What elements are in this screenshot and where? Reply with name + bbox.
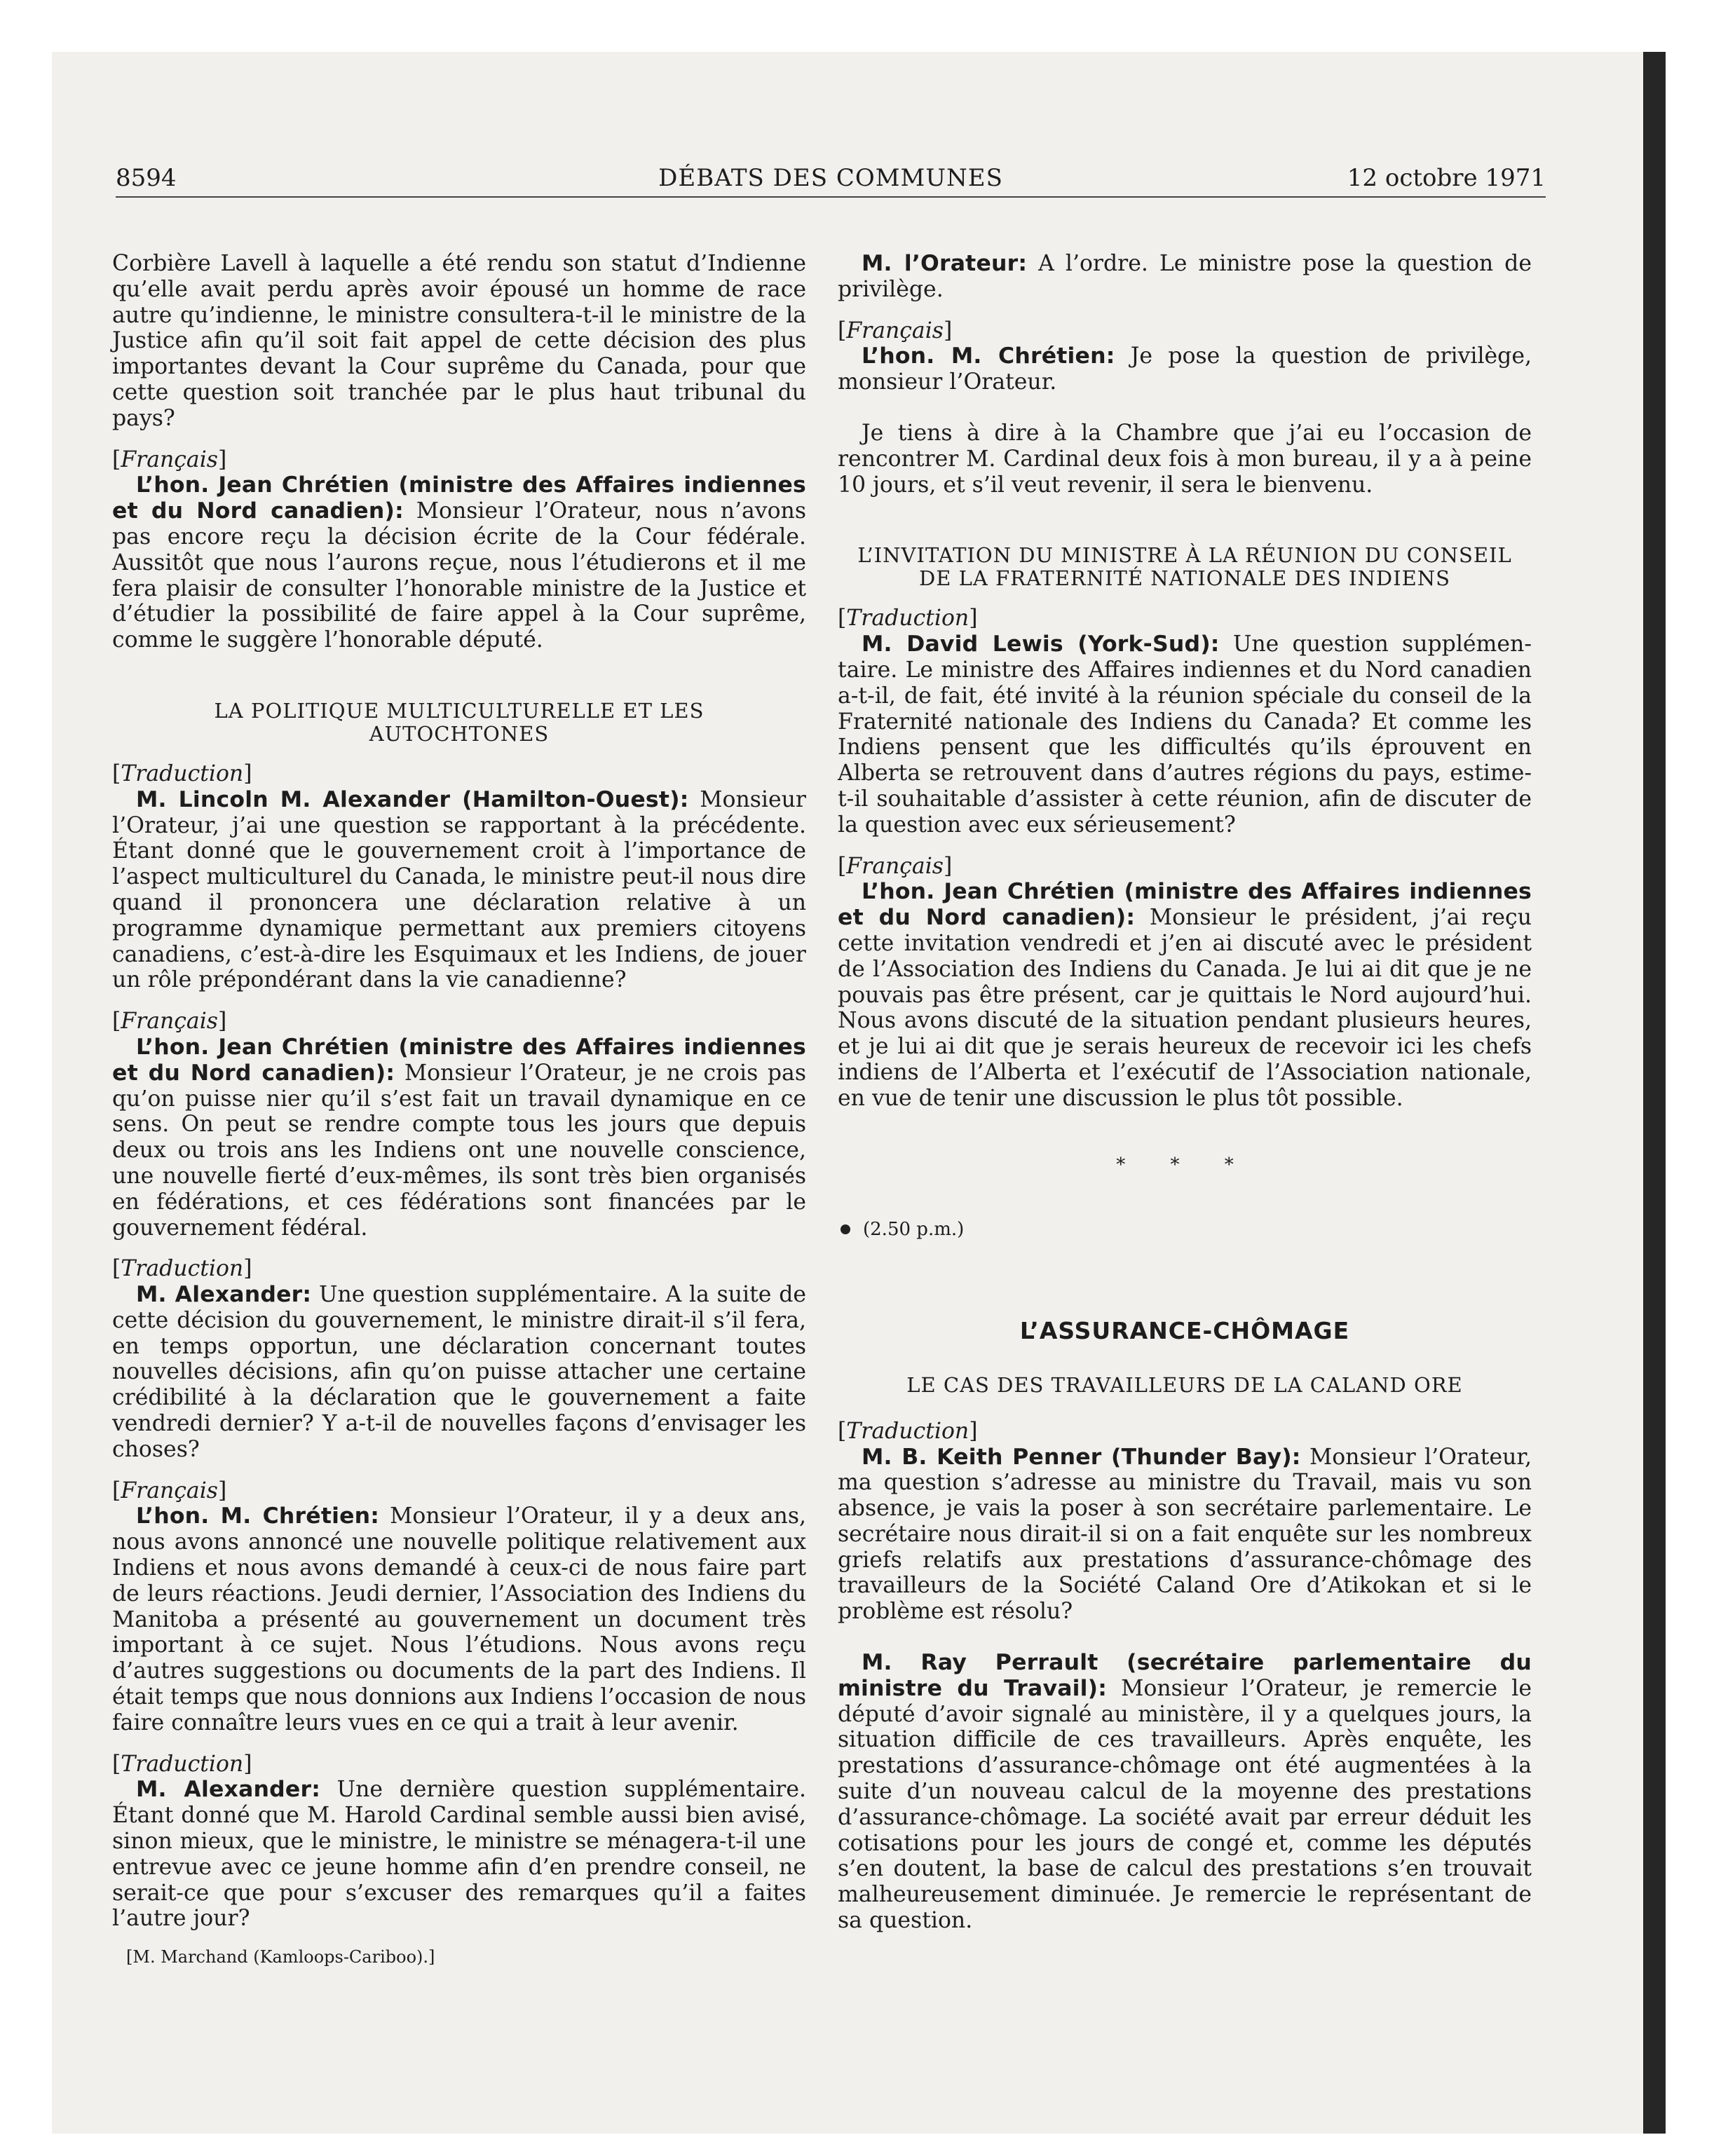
publication-title: DÉBATS DES COMMUNES [658,164,1003,192]
language-tag: [ Traduction ] [112,1752,806,1778]
speech-text: A l’ordre. Le ministre pose la question de privilège. [838,251,1532,302]
language-tag: [ Traduction ] [838,1419,1532,1445]
time-text: (2.50 p.m.) [863,1219,965,1241]
paragraph [112,1777,806,1932]
speaker-name: M. l’Orateur: [862,251,1028,276]
speaker-name: L’hon. Jean Chrétien (ministre des Affaires indiennes et du Nord canadien): [112,472,806,524]
page-number: 8594 [116,164,177,192]
speech-text: Une dernière question supplémentaire. Étant donné que M. Harold Cardinal semble aussi bien avisé, sinon mieux, que le ministre, le ministre se ménagera-t-il une entrevue avec ce jeune homme afin d’en prendre conseil, ne serait-ce que pour s’excuser des remarques qu’il a faites l’autre jour? [112,1777,806,1932]
speaker-name: L’hon. M. Chrétien: [862,343,1115,369]
language-tag: [ Français ] [838,854,1532,880]
speaker-name: M. Alexander: [136,1282,312,1308]
speaker-name: M. Alexander: [136,1777,320,1803]
sub-heading: LE CAS DES TRAVAILLEURS DE LA CALAND ORE [906,1372,1463,1397]
speaker-name: M. Ray Perrault (secrétaire parlementaire du ministre du Travail): [838,1650,1532,1701]
paragraph [112,1035,806,1241]
speech-text: Je pose la question de privilège, monsieur l’Orateur. [838,343,1532,395]
speaker-name: L’hon. M. Chrétien: [136,1503,380,1529]
paragraph [838,251,1532,303]
speech-text: Monsieur le président, j’ai reçu cette invitation vendredi et j’en ai discuté avec le président de l’Association des Indiens du Canada. Je lui ai dit que je ne pouvais pas être présent, car je quittais le Nord aujourd’hui. Nous avons discuté de la situation pendant plusieurs heures, et je lui ai dit que je serais heureux de recevoir ici les chefs indiens de l’Alberta et l’exécutif de l’Association nationale, en vue de tenir une discussion le plus tôt possible. [838,905,1532,1111]
paragraph [838,632,1532,838]
section-separator: * * * [1116,1154,1253,1175]
language-tag: [ Français ] [112,447,806,473]
language-tag: [ Traduction ] [112,1256,806,1282]
speech-text: Monsieur l’Orateur, nous n’avons pas encore reçu la décision écrite de la Cour fédérale. Aussitôt que nous l’aurons reçue, nous l’étudierons et il me fera plaisir de consulter l’honorable ministre de la Justice et d’étudier la possibilité de faire appel à la Cour suprême, comme le suggère l’honorable député. [112,498,806,653]
language-tag: [ Français ] [112,1478,806,1504]
language-tag: [ Français ] [838,318,1532,344]
speaker-name: L’hon. Jean Chrétien (ministre des Affaires indiennes et du Nord canadien): [838,879,1532,931]
paragraph: Corbière Lavell à laquelle a été rendu son statut d’Indienne qu’elle avait perdu après avoir épousé un homme de race autre qu’indienne, le ministre consultera-t-il le ministre de la Justice afin qu’il soit fait appel de cette décision des plus importantes devant la Cour suprême du Canada, pour que cette question soit tranchée par le plus haut tribunal du pays? [112,251,806,431]
speaker-name: L’hon. Jean Chrétien (ministre des Affaires indiennes et du Nord canadien): [112,1034,806,1086]
speaker-name: M. Lincoln M. Alexander (Hamilton-Ouest): [136,786,689,812]
language-tag: [ Traduction ] [838,606,1532,632]
paragraph [838,343,1532,395]
speech-text: Monsieur l’Orateur, ma question s’adresse au ministre du Travail, mais vu son absence, je vais la poser à son secrétaire parlementaire. Le secrétaire nous dirait-il si on a fait enquête sur les nombreux griefs relatifs aux prestations d’assurance-chômage des travailleurs de la Société Caland Ore d’Atikokan et si le problème est résolu? [838,1444,1532,1625]
footnote: [M. Marchand (Kamloops-Cariboo).] [126,1947,435,1967]
speech-text: Une question supplémentaire. A la suite de cette décision du gouvernement, le ministre dirait-il s’il fera, en temps opportun, une déclaration concernant toutes nouvelles décisions, afin qu’on puisse attacher une certaine crédibilité à la déclaration que le gouvernement a faite vendredi dernier? Y a-t-il de nouvelles façons d’envisager les choses? [112,1282,806,1462]
paragraph [112,1282,806,1463]
speech-text: Monsieur l’Orateur, j’ai une question se rapportant à la précédente. Étant donné que le gouvernement croit à l’importance de l’aspect multiculturel du Canada, le ministre peut-il nous dire quand il prononcera une déclaration relative à un programme dynamique permettant aux premiers citoyens canadiens, c’est-à-dire les Esquimaux et les Indiens, de jouer un rôle prépondérant dans la vie canadienne? [112,786,806,993]
paragraph [112,1503,806,1735]
timestamp [838,1217,1532,1243]
scan-edge-bar [1643,52,1666,2134]
language-tag: [ Français ] [112,1009,806,1035]
paragraph [112,472,806,653]
speech-text: Monsieur l’Orateur, je ne crois pas qu’on puisse nier qu’il s’est fait un travail dynamique en ce sens. On peut se rendre compte tous les jours que depuis deux ou trois ans les Indiens ont une nouvelle conscience, une nouvelle fierté d’eux-mêmes, ils sont très bien organisés en fédérations, et ces fédérations sont financées par le gouvernement fédéral. [112,1060,807,1241]
paragraph [838,879,1532,1111]
speaker-name: M. David Lewis (York-Sud): [862,632,1220,657]
major-heading: L’ASSURANCE-CHÔMAGE [1019,1317,1350,1345]
section-heading: L’INVITATION DU MINISTRE À LA RÉUNION DU CONSEIL DE LA FRATERNITÉ NATIONALE DES INDIENS [857,543,1512,591]
speech-text: Une question supplémentaire. Le ministre des Affaires indiennes et du Nord canadien a-t-il, de fait, été invité à la réunion spéciale du conseil de la Fraternité nationale des Indiens du Canada? Et comme les Indiens pensent que les difficultés qu’ils éprouvent en Alberta se retrouvent dans d’autres régions du pays, estime-t-il souhaitable d’assister à cette réunion, afin de discuter de la question avec eux sérieusement? [838,632,1532,838]
language-tag: [ Traduction ] [112,761,806,787]
speaker-name: M. B. Keith Penner (Thunder Bay): [862,1444,1301,1470]
paragraph [838,1650,1532,1934]
page-date: 12 octobre 1971 [1347,164,1546,192]
speech-text: Monsieur l’Orateur, je remercie le député d’avoir signalé au ministère, il y a quelques jours, la situation difficile de ces travailleurs. Après enquête, les prestations d’assurance-chômage ont été augmentées à la suite d’un nouveau calcul de la moyenne des prestations d’assurance-chômage. La société avait par erreur déduit les cotisations pour les jours de congé et, comme les députés s’en doutent, la base de calcul des prestations s’en trouvait malheureusement diminuée. Je remercie le représentant de sa question. [838,1675,1532,1934]
speech-text: Monsieur l’Orateur, il y a deux ans, nous avons annoncé une nouvelle politique relativement aux Indiens et nous avons demandé à ceux-ci de nous faire part de leurs réactions. Jeudi dernier, l’Association des Indiens du Manitoba a présenté au gouvernement un document très important à ce sujet. Nous l’étudions. Nous avons reçu d’autres suggestions ou documents de la part des Indiens. Il était temps que nous donnions aux Indiens l’occasion de nous faire connaître leurs vues en ce qui a trait à leur avenir. [112,1503,806,1735]
paragraph [838,1445,1532,1625]
paragraph [112,787,806,993]
page-header [116,163,1546,198]
section-heading: LA POLITIQUE MULTICULTURELLE ET LES AUTOCHTONES [214,698,705,746]
paragraph: Je tiens à dire à la Chambre que j’ai eu l’occasion de rencontrer M. Cardinal deux fois à mon bureau, il y a à peine 10 jours, et s’il veut revenir, il sera le bienvenu. [838,420,1532,498]
left-column [112,251,806,2059]
bullet-icon [841,1224,850,1234]
right-column [838,251,1532,2059]
